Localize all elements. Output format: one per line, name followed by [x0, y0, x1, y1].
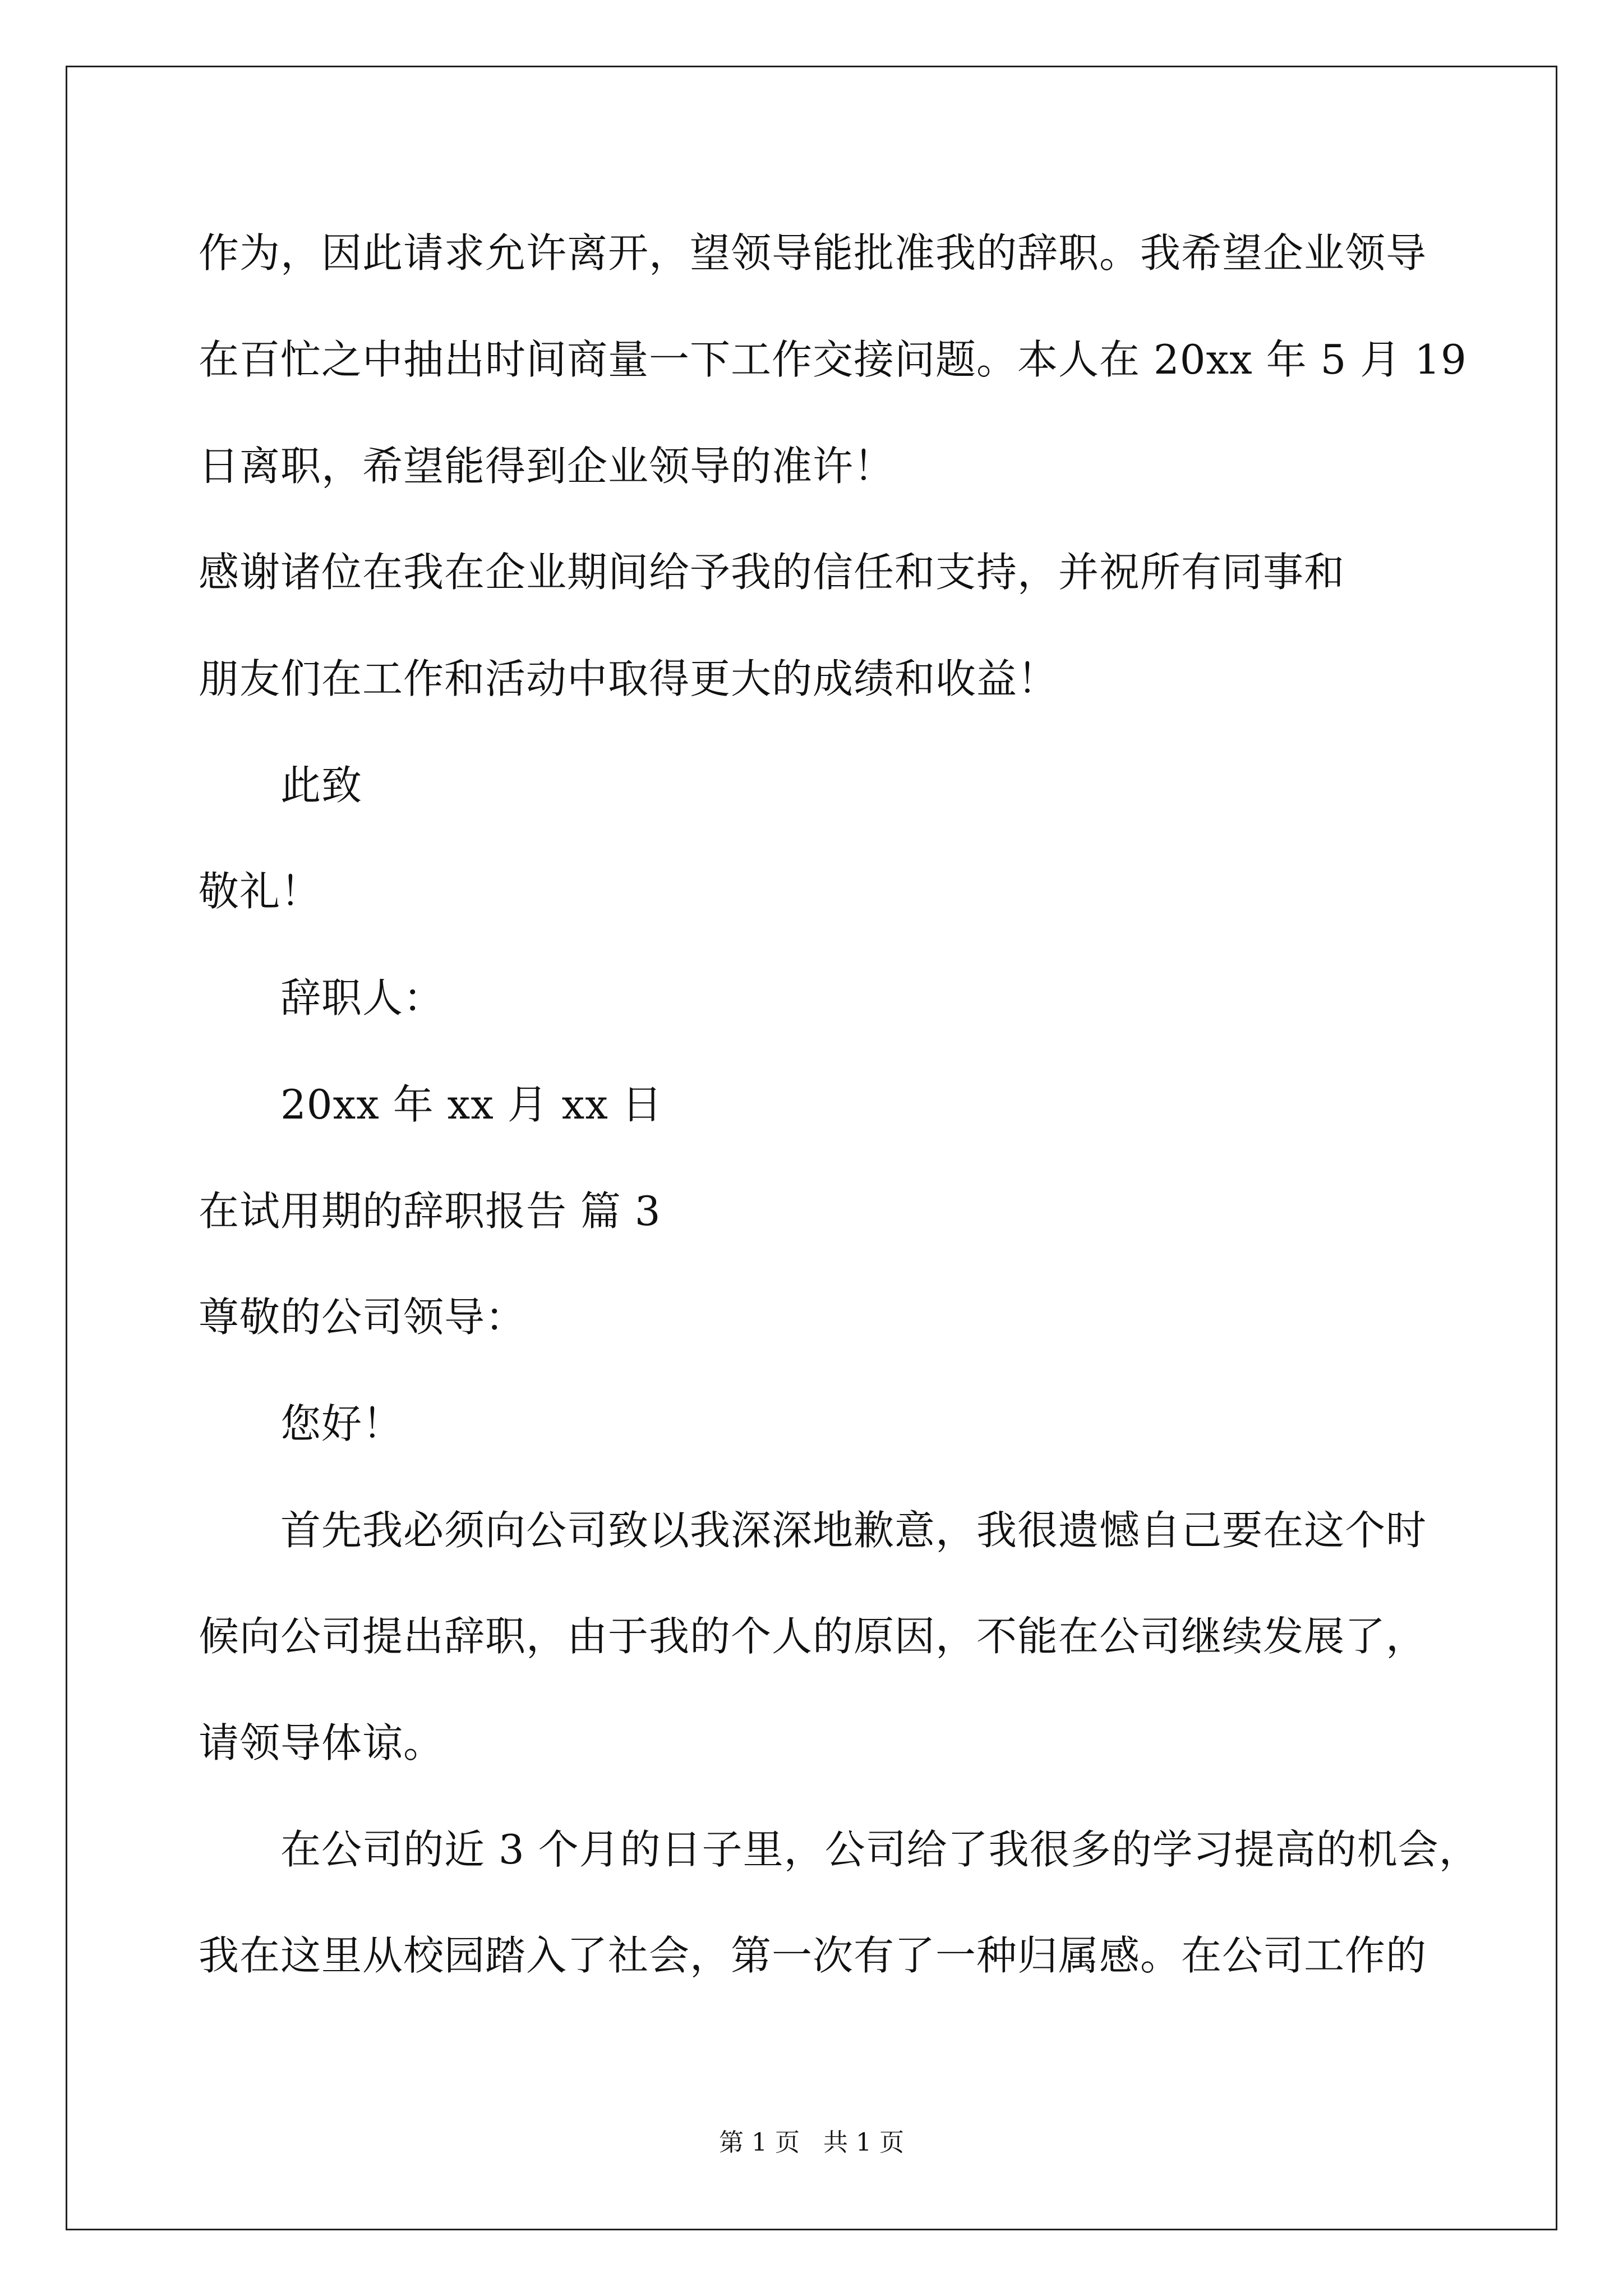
- greeting: 您好！: [280, 1400, 404, 1447]
- body-line: 在公司的近 3 个月的日子里，公司给了我很多的学习提高的机会，: [280, 1826, 1480, 1873]
- body-line: 作为，因此请求允许离开，望领导能批准我的辞职。我希望企业领导: [199, 229, 1427, 277]
- greeting-recipient: 尊敬的公司领导：: [199, 1294, 527, 1341]
- body-line: 在百忙之中抽出时间商量一下工作交接问题。本人在 20xx 年 5 月 19: [199, 336, 1467, 383]
- date-line: 20xx 年 xx 月 xx 日: [280, 1081, 663, 1128]
- closing-salutation: 此致: [280, 762, 363, 809]
- body-line: 首先我必须向公司致以我深深地歉意，我很遗憾自己要在这个时: [280, 1507, 1427, 1554]
- closing-regards: 敬礼！: [199, 868, 322, 915]
- section-title: 在试用期的辞职报告 篇 3: [199, 1188, 661, 1235]
- body-line: 朋友们在工作和活动中取得更大的成绩和收益！: [199, 655, 1059, 702]
- body-line: 日离职，希望能得到企业领导的准许！: [199, 443, 895, 490]
- signature-label: 辞职人：: [280, 974, 445, 1022]
- body-line: 候向公司提出辞职，由于我的个人的原因，不能在公司继续发展了，: [199, 1613, 1427, 1660]
- body-line: 请领导体谅。: [199, 1719, 445, 1766]
- body-line: 感谢诸位在我在企业期间给予我的信任和支持，并祝所有同事和: [199, 549, 1345, 596]
- body-line: 我在这里从校园踏入了社会，第一次有了一种归属感。在公司工作的: [199, 1932, 1427, 1979]
- page-border: [66, 66, 1557, 2230]
- page-footer: 第 1 页 共 1 页: [719, 2128, 904, 2157]
